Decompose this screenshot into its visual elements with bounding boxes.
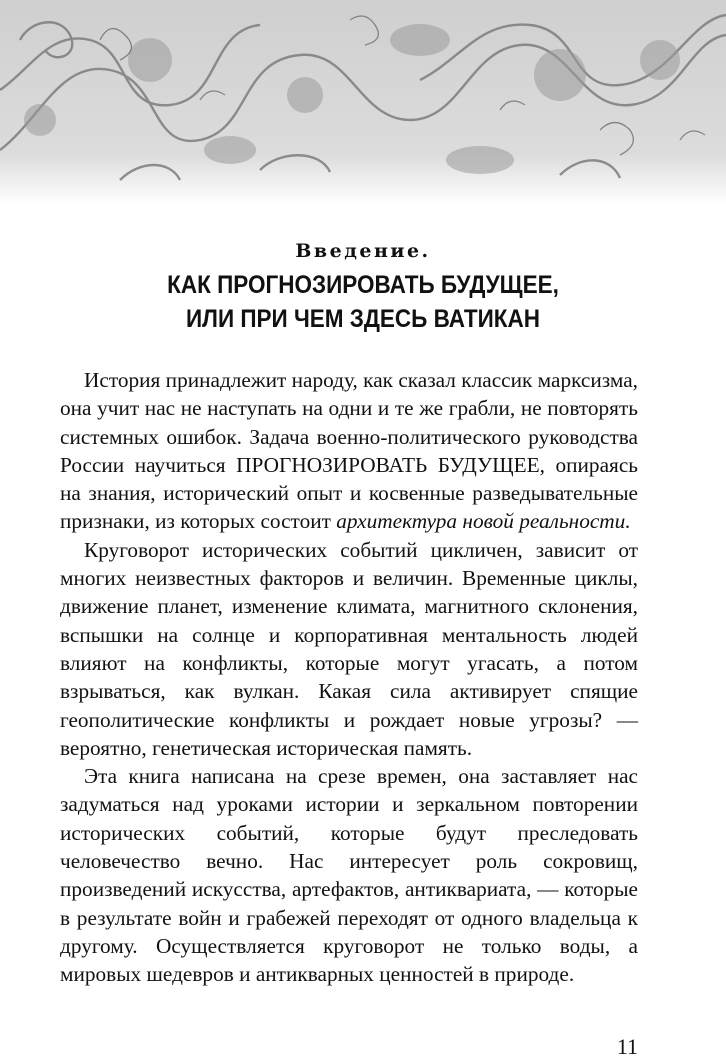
paragraph-1-text: История принадлежит народу, как сказал классик марксизма, она учит нас не наступать на одни и те же грабли, не повторять системных ошибок. Задача военно-политического руководства России научиться ПРОГНОЗИРОВАТЬ БУДУЩЕЕ, опираясь на знания, исторический опыт и косвенные разведывательные признаки, из которых состоит (60, 368, 638, 534)
paragraph-2 (60, 536, 638, 762)
chapter-subtitle: Введение. (295, 240, 431, 262)
paragraph-3 (60, 762, 638, 988)
page-number: 11 (616, 1034, 638, 1059)
ornament-engraving-icon (0, 0, 726, 205)
chapter-title-line-1: КАК ПРОГНОЗИРОВАТЬ БУДУЩЕЕ, (167, 271, 559, 299)
paragraph-1-emphasis: архитектура новой реальности. (336, 509, 631, 534)
chapter-title-line-2: ИЛИ ПРИ ЧЕМ ЗДЕСЬ ВАТИКАН (185, 305, 541, 333)
ornamental-header-banner (0, 0, 726, 205)
paragraph-1 (60, 366, 638, 536)
body-text (60, 366, 638, 989)
chapter-title (36, 268, 689, 336)
paragraph-3-text: Эта книга написана на срезе времен, она заставляет нас задуматься над уроками истории и зеркальном повторении исторических событий, которые будут преследовать человечество вечно. Нас интересует роль сокровищ, произведений искусства, артефактов, антиквариата, — которые в результате войн и грабежей переходят от одного владельца к другому. Осуществляется круговорот не только воды, а мировых шедевров и антикварных ценностей в природе. (60, 764, 638, 987)
paragraph-2-text: Круговорот исторических событий цикличен, зависит от многих неизвестных факторов и величин. Временные циклы, движение планет, изменение климата, магнитного склонения, вспышки на солнце и корпоративная ментальность людей влияют на конфликты, которые могут угасать, а потом взрываться, как вулкан. Какая сила активирует спящие геополитические конфликты и рождает новые угрозы? — вероятно, генетическая историческая память. (60, 537, 638, 760)
chapter-heading (0, 240, 726, 336)
